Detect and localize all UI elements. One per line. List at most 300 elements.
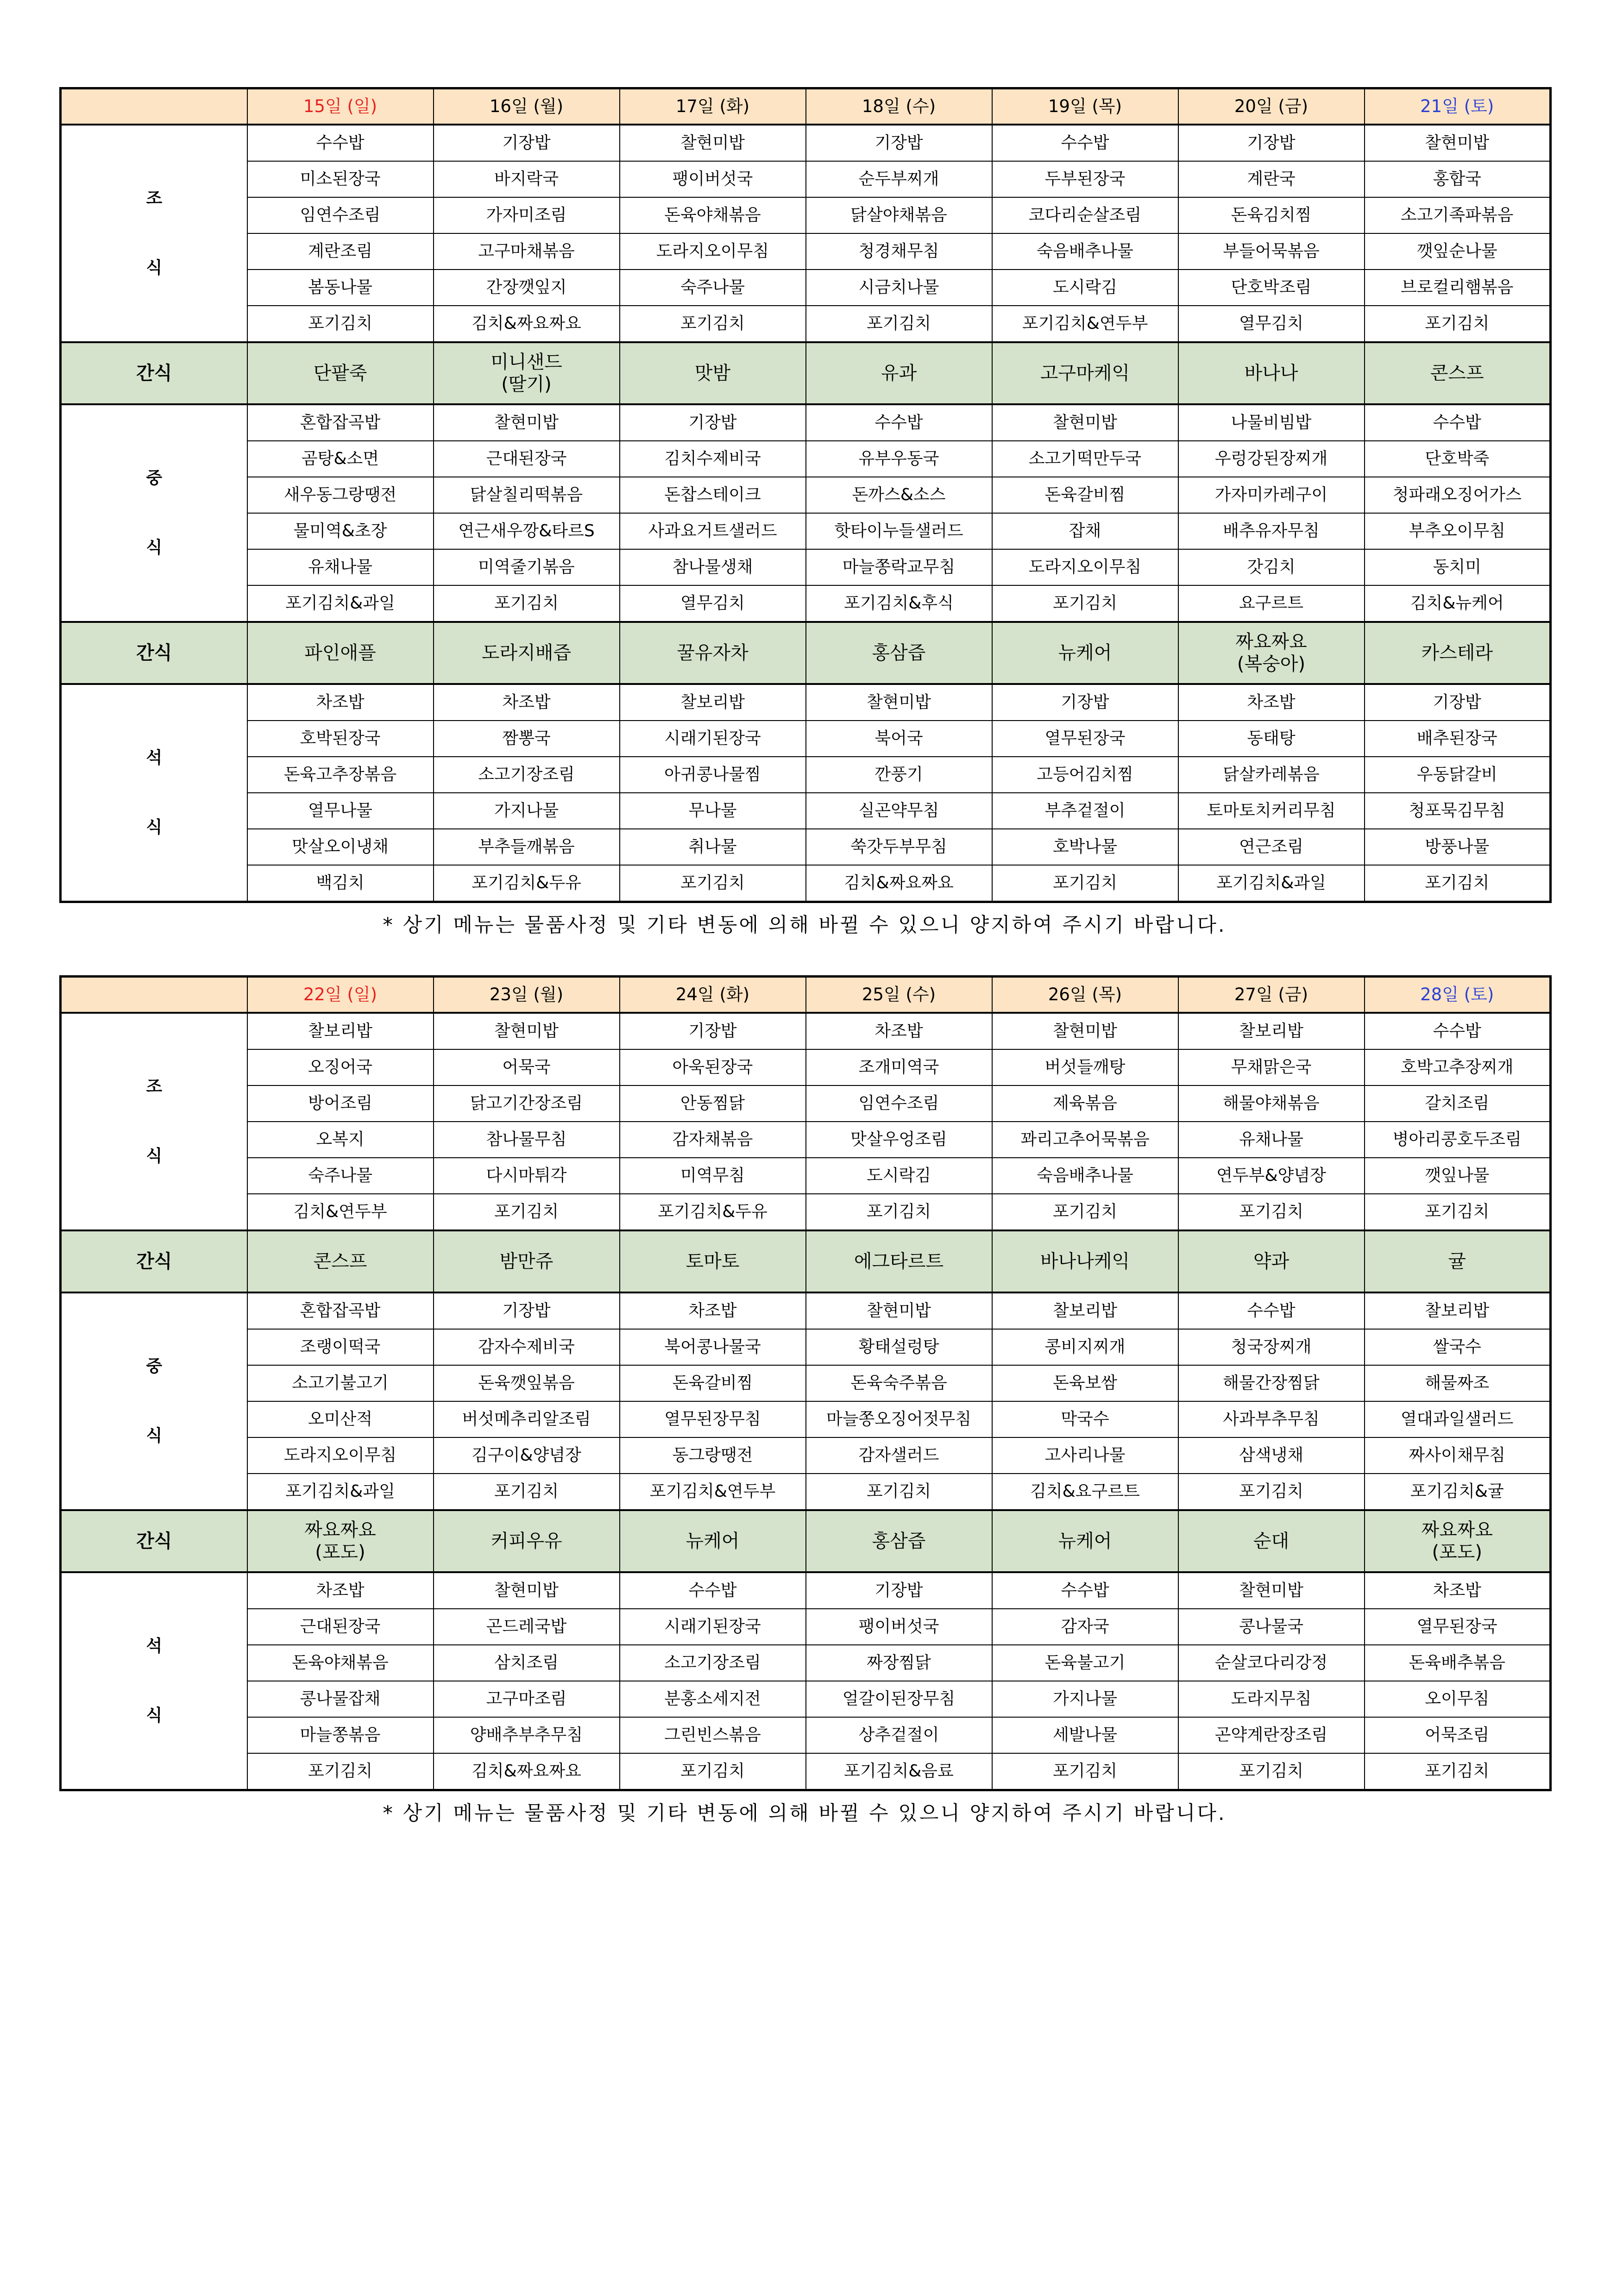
menu-item: 토마토치커리무침 [1178, 793, 1365, 829]
menu-item: 기장밥 [992, 684, 1178, 721]
snack-item-line: 밤만쥬 [499, 1251, 554, 1272]
menu-item: 부추겉절이 [992, 793, 1178, 829]
breakfast-row [61, 233, 1551, 270]
menu-item: 짬뽕국 [434, 721, 620, 757]
day-label: 25일 (수) [862, 985, 936, 1004]
day-label: 15일 (일) [303, 96, 377, 116]
label-spacer [62, 1660, 247, 1702]
menu-item: 분홍소세지전 [620, 1681, 806, 1717]
snack-item-line: 꿀유자차 [677, 642, 749, 664]
menu-item: 연두부&양념장 [1178, 1158, 1365, 1194]
snack-item [1365, 622, 1551, 684]
dinner-row [61, 1753, 1551, 1790]
lunch-row [61, 441, 1551, 477]
menu-item: 북어국 [806, 721, 992, 757]
menu-item: 포기김치&연두부 [992, 306, 1178, 342]
snack-item-line: (복숭아) [1237, 653, 1306, 675]
menu-item: 김치&짜요짜요 [806, 865, 992, 902]
menu-item: 기장밥 [434, 1292, 620, 1329]
menu-item: 단호박죽 [1365, 441, 1551, 477]
lunch-label-char: 중 [146, 469, 163, 488]
lunch-label-char: 식 [146, 538, 163, 557]
menu-item: 얼갈이된장무침 [806, 1681, 992, 1717]
menu-item: 수수밥 [1178, 1292, 1365, 1329]
menu-item: 백김치 [247, 865, 434, 902]
snack-item-line: 콘스프 [313, 1251, 367, 1272]
menu-item: 유부우동국 [806, 441, 992, 477]
lunch-row [61, 585, 1551, 622]
menu-item: 찰현미밥 [434, 404, 620, 441]
snack-item-line: 약과 [1253, 1251, 1290, 1272]
day-header [1178, 88, 1365, 125]
menu-item: 호박된장국 [247, 721, 434, 757]
snack-item [434, 342, 620, 404]
menu-item: 방어조림 [247, 1085, 434, 1122]
breakfast-row [61, 306, 1551, 342]
snack-item [247, 1510, 434, 1572]
menu-item: 간장깻잎지 [434, 270, 620, 306]
menu-item: 사과부추무침 [1178, 1401, 1365, 1437]
menu-item: 조랭이떡국 [247, 1329, 434, 1365]
snack-item-line: 단팥죽 [313, 363, 367, 384]
menu-item: 포기김치 [806, 306, 992, 342]
snack-item-line: 홍삼즙 [872, 642, 926, 664]
menu-item: 수수밥 [247, 125, 434, 161]
day-header [1365, 88, 1551, 125]
menu-item: 차조밥 [620, 1292, 806, 1329]
dinner-row [61, 1609, 1551, 1645]
menu-item: 찰현미밥 [1178, 1572, 1365, 1609]
snack-item [1365, 1510, 1551, 1572]
snack-item-line: 짜요짜요 [1421, 1519, 1493, 1541]
snack-label: 간식 [61, 1510, 247, 1572]
menu-item: 깐풍기 [806, 757, 992, 793]
menu-item: 연근조림 [1178, 829, 1365, 865]
menu-item: 도시락김 [992, 270, 1178, 306]
lunch-row [61, 513, 1551, 549]
dinner-label-char: 식 [146, 1706, 163, 1725]
menu-item: 열무김치 [620, 585, 806, 622]
snack-item-line: 홍삼즙 [872, 1531, 926, 1552]
dinner-label-char: 식 [146, 818, 163, 837]
menu-item: 가자미카레구이 [1178, 477, 1365, 513]
menu-item: 해물간장찜닭 [1178, 1365, 1365, 1401]
menu-item: 참나물생채 [620, 549, 806, 585]
menu-item: 상추겉절이 [806, 1717, 992, 1753]
menu-item: 찰현미밥 [806, 1292, 992, 1329]
dinner-label [61, 684, 247, 902]
menu-item: 갓김치 [1178, 549, 1365, 585]
menu-item: 포기김치 [1365, 1194, 1551, 1230]
snack-item [247, 342, 434, 404]
menu-item: 찰현미밥 [434, 1572, 620, 1609]
menu-item: 포기김치 [992, 1194, 1178, 1230]
lunch-row [61, 404, 1551, 441]
breakfast-row [61, 197, 1551, 233]
menu-item: 김구이&양념장 [434, 1437, 620, 1474]
menu-item: 숙음배추나물 [992, 233, 1178, 270]
snack-item-line: 도라지배즙 [481, 642, 572, 664]
snack-item-line: 유과 [881, 363, 917, 384]
lunch-row [61, 1401, 1551, 1437]
menu-item: 찰현미밥 [992, 1013, 1178, 1049]
menu-item: 쑥갓두부무침 [806, 829, 992, 865]
snack-item-line: 카스테라 [1421, 642, 1493, 664]
menu-item: 가지나물 [992, 1681, 1178, 1717]
menu-item: 순두부찌개 [806, 161, 992, 197]
lunch-row [61, 477, 1551, 513]
menu-item: 소고기떡만두국 [992, 441, 1178, 477]
menu-item: 돈육고추장볶음 [247, 757, 434, 793]
menu-item: 포기김치&음료 [806, 1753, 992, 1790]
menu-item: 수수밥 [992, 1572, 1178, 1609]
menu-item: 도라지오이무침 [620, 233, 806, 270]
breakfast-row [61, 1122, 1551, 1158]
menu-item: 열대과일샐러드 [1365, 1401, 1551, 1437]
menu-item: 차조밥 [1365, 1572, 1551, 1609]
lunch-row [61, 1329, 1551, 1365]
menu-item: 고구마채볶음 [434, 233, 620, 270]
snack-item [434, 1230, 620, 1292]
snack-item [620, 622, 806, 684]
snack-item [806, 622, 992, 684]
snack-item-line: 콘스프 [1430, 363, 1484, 384]
menu-item: 북어콩나물국 [620, 1329, 806, 1365]
snack-item-line: 뉴케어 [1058, 1531, 1112, 1552]
menu-item: 청포묵김무침 [1365, 793, 1551, 829]
day-header [434, 88, 620, 125]
day-header [247, 88, 434, 125]
menu-item: 호박고추장찌개 [1365, 1049, 1551, 1085]
menu-item: 청국장찌개 [1178, 1329, 1365, 1365]
menu-item: 콩나물잡채 [247, 1681, 434, 1717]
menu-item: 임연수조림 [806, 1085, 992, 1122]
menu-item: 포기김치&연두부 [620, 1474, 806, 1510]
day-header [247, 977, 434, 1013]
header-row [61, 977, 1551, 1013]
menu-item: 쌀국수 [1365, 1329, 1551, 1365]
menu-item: 오복지 [247, 1122, 434, 1158]
menu-item: 안동찜닭 [620, 1085, 806, 1122]
menu-item: 동태탕 [1178, 721, 1365, 757]
snack-item [806, 1510, 992, 1572]
menu-item: 기장밥 [434, 125, 620, 161]
menu-item: 수수밥 [1365, 1013, 1551, 1049]
day-label: 21일 (토) [1420, 96, 1494, 116]
menu-item: 꽈리고추어묵볶음 [992, 1122, 1178, 1158]
menu-item: 갈치조림 [1365, 1085, 1551, 1122]
day-header [806, 977, 992, 1013]
lunch-row [61, 1474, 1551, 1510]
menu-item: 오이무침 [1365, 1681, 1551, 1717]
lunch-label [61, 404, 247, 622]
dinner-label [61, 1572, 247, 1790]
lunch-row [61, 1292, 1551, 1329]
snack-item-line: 고구마케익 [1040, 363, 1130, 384]
dinner-row [61, 1645, 1551, 1681]
menu-item: 소고기불고기 [247, 1365, 434, 1401]
snack-label: 간식 [61, 1230, 247, 1292]
menu-item: 시래기된장국 [620, 721, 806, 757]
menu-item: 닭고기간장조림 [434, 1085, 620, 1122]
menu-item: 포기김치 [620, 1753, 806, 1790]
snack-item-line: 바나나케익 [1040, 1251, 1130, 1272]
menu-item: 제육볶음 [992, 1085, 1178, 1122]
menu-item: 청파래오징어가스 [1365, 477, 1551, 513]
menu-item: 숙음배추나물 [992, 1158, 1178, 1194]
menu-item: 가자미조림 [434, 197, 620, 233]
menu-item: 찰현미밥 [806, 684, 992, 721]
week-1-section [59, 87, 1550, 938]
menu-item: 황태설렁탕 [806, 1329, 992, 1365]
menu-item: 도시락김 [806, 1158, 992, 1194]
menu-item: 다시마튀각 [434, 1158, 620, 1194]
snack-item [434, 1510, 620, 1572]
menu-item: 돈육숙주볶음 [806, 1365, 992, 1401]
day-label: 17일 (화) [675, 96, 750, 116]
lunch-label-char: 중 [146, 1357, 163, 1376]
menu-item: 포기김치 [806, 1194, 992, 1230]
snack-item-line: (딸기) [501, 374, 552, 395]
menu-item: 잡채 [992, 513, 1178, 549]
dinner-row [61, 1717, 1551, 1753]
week-2-section [59, 975, 1550, 1826]
menu-item: 짜사이채무침 [1365, 1437, 1551, 1474]
dinner-row [61, 1681, 1551, 1717]
menu-item: 기장밥 [806, 125, 992, 161]
menu-item: 찰보리밥 [992, 1292, 1178, 1329]
menu-item: 미소된장국 [247, 161, 434, 197]
menu-item: 취나물 [620, 829, 806, 865]
menu-item: 그린빈스볶음 [620, 1717, 806, 1753]
menu-item: 김치&연두부 [247, 1194, 434, 1230]
menu-item: 삼색냉채 [1178, 1437, 1365, 1474]
menu-item: 열무된장국 [1365, 1609, 1551, 1645]
day-header [434, 977, 620, 1013]
snack-item [1178, 1230, 1365, 1292]
snack-item [620, 342, 806, 404]
menu-item: 포기김치 [1365, 865, 1551, 902]
day-header [992, 88, 1178, 125]
snack-item-line: 짜요짜요 [304, 1519, 376, 1541]
lunch-label [61, 1292, 247, 1510]
menu-item: 봄동나물 [247, 270, 434, 306]
dinner-label-char: 석 [146, 1637, 163, 1656]
snack-item-line: 맛밤 [694, 363, 731, 384]
menu-item: 돈육보쌈 [992, 1365, 1178, 1401]
breakfast-row [61, 1194, 1551, 1230]
snack-item-line: 순대 [1253, 1531, 1290, 1552]
menu-item: 수수밥 [806, 404, 992, 441]
day-label: 16일 (월) [489, 96, 564, 116]
menu-item: 짜장찜닭 [806, 1645, 992, 1681]
breakfast-row [61, 125, 1551, 161]
snack-item-line: 미니샌드 [491, 351, 562, 373]
menu-item: 홍합국 [1365, 161, 1551, 197]
menu-item: 도라지오이무침 [247, 1437, 434, 1474]
menu-item: 열무나물 [247, 793, 434, 829]
menu-item: 돈육야채볶음 [247, 1645, 434, 1681]
day-label: 22일 (일) [303, 985, 377, 1004]
lunch-row [61, 1365, 1551, 1401]
snack-row [61, 622, 1551, 684]
menu-item: 포기김치 [247, 1753, 434, 1790]
menu-item: 돈육갈비찜 [992, 477, 1178, 513]
menu-item: 아욱된장국 [620, 1049, 806, 1085]
menu-item: 찰현미밥 [1365, 125, 1551, 161]
menu-item: 감자국 [992, 1609, 1178, 1645]
day-header [620, 88, 806, 125]
menu-item: 포기김치 [1178, 1194, 1365, 1230]
menu-item: 청경채무침 [806, 233, 992, 270]
menu-item: 근대된장국 [247, 1609, 434, 1645]
snack-item [806, 342, 992, 404]
dinner-row [61, 757, 1551, 793]
menu-item: 포기김치 [1365, 306, 1551, 342]
menu-item: 마늘쫑락교무침 [806, 549, 992, 585]
menu-item: 양배추부추무침 [434, 1717, 620, 1753]
menu-item: 코다리순살조림 [992, 197, 1178, 233]
menu-item: 돈육갈비찜 [620, 1365, 806, 1401]
lunch-row [61, 549, 1551, 585]
dinner-row [61, 829, 1551, 865]
day-label: 28일 (토) [1420, 985, 1494, 1004]
menu-item: 새우동그랑땡전 [247, 477, 434, 513]
day-header [1178, 977, 1365, 1013]
lunch-label-char: 식 [146, 1426, 163, 1445]
menu-item: 열무된장무침 [620, 1401, 806, 1437]
menu-item: 유채나물 [1178, 1122, 1365, 1158]
label-spacer [62, 1380, 247, 1422]
snack-item-line: (포도) [1432, 1542, 1482, 1563]
snack-item [1178, 342, 1365, 404]
breakfast-label-char: 조 [146, 189, 163, 208]
menu-item: 버섯들깨탕 [992, 1049, 1178, 1085]
menu-item: 닭살칠리떡볶음 [434, 477, 620, 513]
menu-item: 고등어김치찜 [992, 757, 1178, 793]
menu-item: 감자샐러드 [806, 1437, 992, 1474]
menu-item: 포기김치&후식 [806, 585, 992, 622]
day-header [1365, 977, 1551, 1013]
menu-item: 김치&짜요짜요 [434, 1753, 620, 1790]
menu-item: 찰보리밥 [1365, 1292, 1551, 1329]
menu-item: 돈육야채볶음 [620, 197, 806, 233]
menu-item: 찰보리밥 [1178, 1013, 1365, 1049]
breakfast-row [61, 270, 1551, 306]
menu-item: 돈육김치찜 [1178, 197, 1365, 233]
menu-item: 포기김치 [1178, 1753, 1365, 1790]
menu-item: 시금치나물 [806, 270, 992, 306]
label-spacer [62, 1101, 247, 1142]
menu-item: 팽이버섯국 [620, 161, 806, 197]
menu-item: 열무김치 [1178, 306, 1365, 342]
snack-item [434, 622, 620, 684]
header-corner [61, 88, 247, 125]
menu-item: 시래기된장국 [620, 1609, 806, 1645]
snack-item [620, 1510, 806, 1572]
snack-row [61, 342, 1551, 404]
menu-item: 오징어국 [247, 1049, 434, 1085]
snack-item [247, 622, 434, 684]
menu-item: 혼합잡곡밥 [247, 404, 434, 441]
menu-item: 닭살야채볶음 [806, 197, 992, 233]
snack-item-line: 에그타르트 [854, 1251, 944, 1272]
menu-item: 김치&요구르트 [992, 1474, 1178, 1510]
menu-item: 기장밥 [1178, 125, 1365, 161]
menu-item: 김치&짜요짜요 [434, 306, 620, 342]
breakfast-row [61, 1085, 1551, 1122]
day-header [620, 977, 806, 1013]
menu-item: 소고기족파볶음 [1365, 197, 1551, 233]
menu-item: 깻잎순나물 [1365, 233, 1551, 270]
menu-item: 포기김치 [806, 1474, 992, 1510]
snack-item-line: 파인애플 [304, 642, 376, 664]
menu-item: 물미역&초장 [247, 513, 434, 549]
menu-item: 포기김치 [992, 865, 1178, 902]
menu-item: 포기김치&과일 [247, 1474, 434, 1510]
menu-item: 감자수제비국 [434, 1329, 620, 1365]
menu-item: 포기김치 [1365, 1753, 1551, 1790]
menu-item: 콩비지찌개 [992, 1329, 1178, 1365]
menu-item: 요구르트 [1178, 585, 1365, 622]
menu-item: 수수밥 [620, 1572, 806, 1609]
menu-item: 조개미역국 [806, 1049, 992, 1085]
menu-item: 차조밥 [247, 1572, 434, 1609]
menu-item: 돈까스&소스 [806, 477, 992, 513]
breakfast-row [61, 161, 1551, 197]
menu-item: 포기김치&과일 [1178, 865, 1365, 902]
menu-item: 포기김치 [1178, 1474, 1365, 1510]
menu-item: 동치미 [1365, 549, 1551, 585]
dinner-row [61, 793, 1551, 829]
snack-item [1365, 342, 1551, 404]
menu-item: 김치수제비국 [620, 441, 806, 477]
menu-item: 차조밥 [1178, 684, 1365, 721]
menu-item: 찰보리밥 [247, 1013, 434, 1049]
menu-item: 어묵조림 [1365, 1717, 1551, 1753]
breakfast-label [61, 125, 247, 342]
menu-item: 유채나물 [247, 549, 434, 585]
dinner-row [61, 684, 1551, 721]
menu-item: 실곤약무침 [806, 793, 992, 829]
menu-item: 나물비빔밥 [1178, 404, 1365, 441]
dinner-row [61, 721, 1551, 757]
menu-item: 콩나물국 [1178, 1609, 1365, 1645]
menu-item: 방풍나물 [1365, 829, 1551, 865]
notice-text: * 상기 메뉴는 물품사정 및 기타 변동에 의해 바뀔 수 있으니 양지하여 주시기 바랍니다. [383, 914, 1227, 937]
dinner-row [61, 865, 1551, 902]
menu-item: 배추된장국 [1365, 721, 1551, 757]
menu-item: 찰현미밥 [620, 125, 806, 161]
snack-item [247, 1230, 434, 1292]
menu-item: 병아리콩호두조림 [1365, 1122, 1551, 1158]
menu-item: 깻잎나물 [1365, 1158, 1551, 1194]
day-header [992, 977, 1178, 1013]
menu-item: 돈찹스테이크 [620, 477, 806, 513]
menu-item: 맛살우엉조림 [806, 1122, 992, 1158]
menu-item: 해물짜조 [1365, 1365, 1551, 1401]
menu-item: 사과요거트샐러드 [620, 513, 806, 549]
menu-item: 해물야채볶음 [1178, 1085, 1365, 1122]
snack-item [992, 1510, 1178, 1572]
menu-item: 고사리나물 [992, 1437, 1178, 1474]
menu-item: 브로컬리햄볶음 [1365, 270, 1551, 306]
lunch-row [61, 1437, 1551, 1474]
dinner-label-char: 석 [146, 748, 163, 767]
menu-item: 무나물 [620, 793, 806, 829]
menu-item: 어묵국 [434, 1049, 620, 1085]
menu-item: 가지나물 [434, 793, 620, 829]
